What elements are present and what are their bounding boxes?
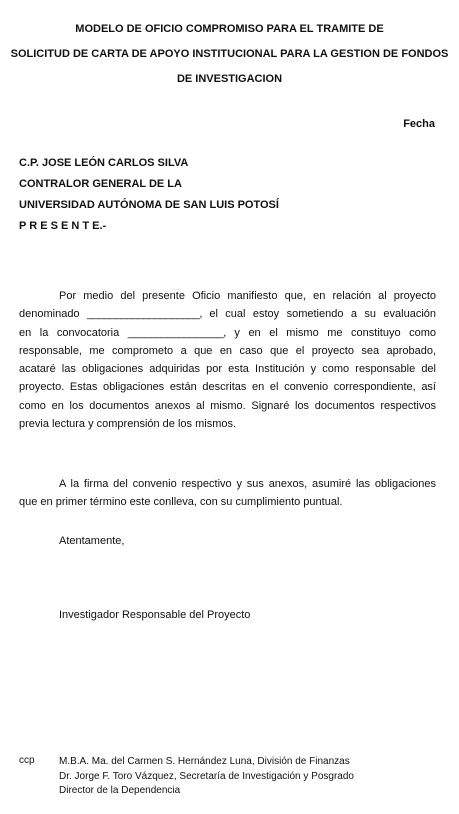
paragraph-text: el cual estoy sometiendo a su evaluación (209, 308, 437, 321)
document-title (0, 17, 459, 92)
date-label: Fecha (403, 118, 435, 130)
project-name-blank: ____________________, (86, 308, 202, 321)
signer-title: Investigador Responsable del Proyecto (59, 609, 251, 621)
paragraph-line: A la firma del convenio respectivo y sus anexos, asumiré las obligaciones (59, 478, 436, 490)
call-name-blank: _________________, (127, 326, 226, 339)
recipient-presente: P R E S E N T E.- (19, 220, 107, 232)
paragraph-line: que en primer término este conlleva, con su cumplimiento puntual. (19, 496, 343, 509)
title-line-3: DE INVESTIGACION (176, 73, 283, 85)
recipient-position: CONTRALOR GENERAL DE LA (19, 178, 182, 190)
paragraph-line: como en los documentos anexos al mismo. Signaré los documentos respectivos (19, 399, 436, 412)
recipient-block (19, 153, 279, 237)
body-paragraph-1 (19, 287, 436, 433)
paragraph-text: en la convocatoria (19, 326, 120, 339)
ccp-label: ccp (19, 755, 35, 766)
recipient-institution: UNIVERSIDAD AUTÓNOMA DE SAN LUIS POTOSÍ (19, 199, 279, 211)
paragraph-line: Por medio del presente Oficio manifiesto que, en relación al proyecto (59, 290, 436, 302)
ccp-recipient: Dr. Jorge F. Toro Vázquez, Secretaría de Investigación y Posgrado (59, 770, 354, 782)
paragraph-line (19, 324, 436, 342)
title-line-1: MODELO DE OFICIO COMPROMISO PARA EL TRAMITE DE (75, 23, 384, 35)
title-line-2: SOLICITUD DE CARTA DE APOYO INSTITUCIONAL PARA LA GESTION DE FONDOS (10, 48, 449, 60)
ccp-recipients (59, 755, 354, 799)
body-paragraph-2 (19, 475, 436, 512)
paragraph-text: y en el mismo me constituyo como (234, 326, 437, 339)
paragraph-line (19, 305, 436, 323)
paragraph-text: denominado (19, 308, 80, 321)
paragraph-line: responsable, me comprometo a que en caso que el proyecto sea aprobado, (19, 344, 436, 357)
ccp-recipient: Director de la Dependencia (59, 785, 181, 796)
recipient-name: C.P. JOSE LEÓN CARLOS SILVA (19, 157, 189, 169)
paragraph-line: acataré las obligaciones adquiridas por esta Institución y como responsable del (19, 363, 436, 376)
paragraph-line: proyecto. Estas obligaciones están descritas en el convenio correspondiente, así (19, 381, 436, 394)
ccp-recipient: M.B.A. Ma. del Carmen S. Hernández Luna, División de Finanzas (59, 756, 350, 767)
closing-salutation: Atentamente, (59, 535, 125, 547)
paragraph-line: previa lectura y comprensión de los mismos. (19, 418, 237, 431)
